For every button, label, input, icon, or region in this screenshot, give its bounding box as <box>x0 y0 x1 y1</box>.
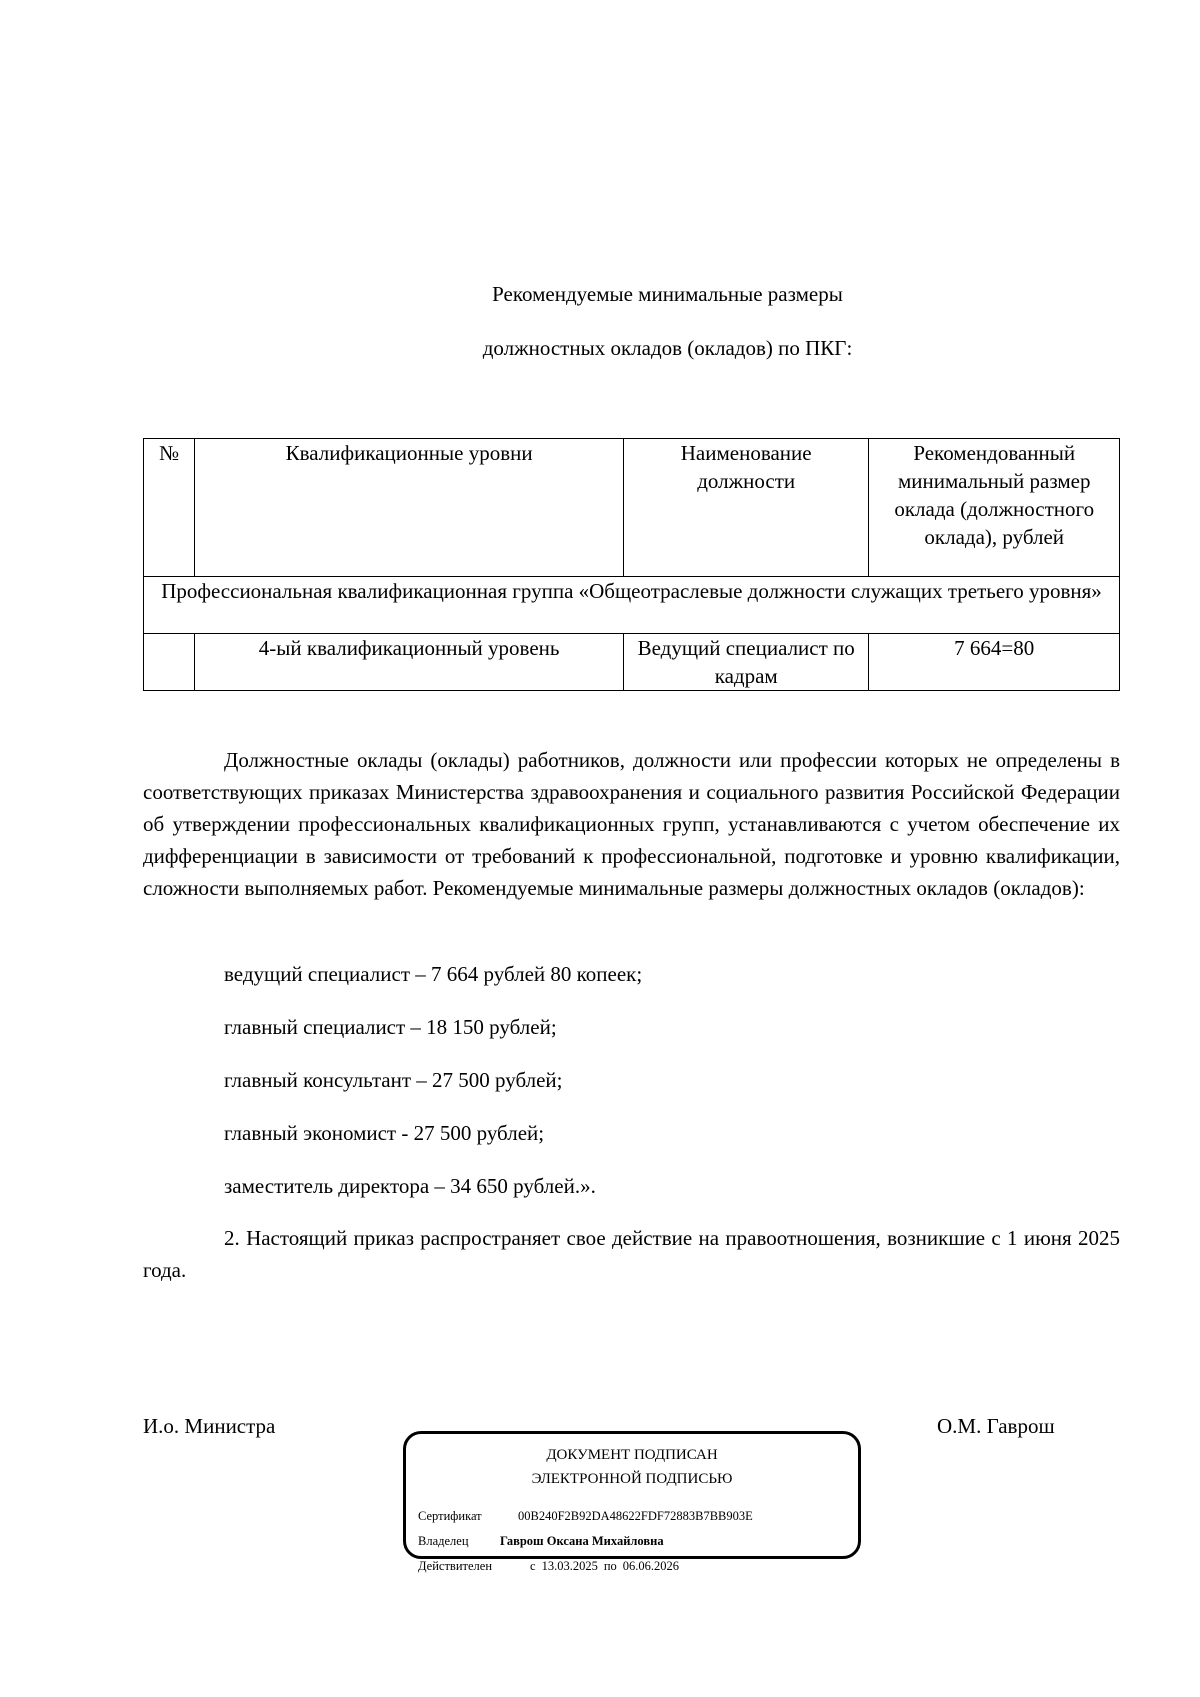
stamp-valid-to-prefix: по <box>603 1559 617 1573</box>
list-item: главный экономист - 27 500 рублей; <box>224 1121 545 1145</box>
stamp-validity-row <box>418 1558 679 1574</box>
stamp-valid-to: 06.06.2026 <box>622 1559 680 1573</box>
cell-number <box>144 634 195 691</box>
stamp-valid-from: 13.03.2025 <box>541 1559 598 1573</box>
header-qualification-level: Квалификационные уровни <box>195 439 624 577</box>
table-group-row <box>144 577 1120 634</box>
stamp-owner-row <box>418 1533 664 1549</box>
electronic-signature-stamp <box>403 1431 861 1573</box>
document-title-line-1: Рекомендуемые минимальные размеры <box>492 282 843 306</box>
paragraph-effective-date: 2. Настоящий приказ распространяет свое действие на правоотношения, возникшие с 1 июня 2025 года. <box>143 1226 1120 1282</box>
list-item: главный специалист – 18 150 рублей; <box>224 1015 557 1039</box>
cell-salary: 7 664=80 <box>869 634 1120 691</box>
header-min-salary: Рекомендованный минимальный размер оклада (должностного оклада), рублей <box>869 439 1120 577</box>
stamp-heading-2: ЭЛЕКТРОННОЙ ПОДПИСЬЮ <box>531 1471 733 1487</box>
list-item: главный консультант – 27 500 рублей; <box>224 1068 563 1092</box>
table-row <box>144 634 1120 691</box>
stamp-certificate-row <box>418 1508 753 1524</box>
header-position-name: Наименование должности <box>623 439 869 577</box>
cell-level: 4-ый квалификационный уровень <box>195 634 624 691</box>
document-title-line-2: должностных окладов (окладов) по ПКГ: <box>482 336 853 360</box>
stamp-valid-label: Действителен <box>418 1559 493 1573</box>
header-number: № <box>144 439 195 577</box>
signatory-name: О.М. Гаврош <box>937 1414 1055 1438</box>
stamp-heading-1: ДОКУМЕНТ ПОДПИСАН <box>546 1447 718 1463</box>
group-title: Профессиональная квалификационная группа «Общеотраслевые должности служащих третьего уровня» <box>144 577 1120 634</box>
paragraph-salary-rules: Должностные оклады (оклады) работников, должности или профессии которых не определены в соответствующих приказах Министерства здравоохранения и социального развития Российской Федерации об утверждении профессиональных квалификационных групп, устанавливаются с учетом обеспечение их дифференциации в зависимости от требований к профессиональной, подготовке и уровню квалификации, сложности выполняемых работ. Рекомендуемые минимальные размеры должностных окладов (окладов): <box>143 748 1120 900</box>
salary-table <box>143 438 1120 691</box>
list-item: заместитель директора – 34 650 рублей.». <box>224 1174 596 1198</box>
list-item: ведущий специалист – 7 664 рублей 80 копеек; <box>224 962 643 986</box>
stamp-certificate-value: 00B240F2B92DA48622FDF72883B7BB903E <box>518 1509 753 1523</box>
signatory-position: И.о. Министра <box>143 1414 276 1438</box>
cell-position: Ведущий специалист по кадрам <box>623 634 869 691</box>
table-header-row <box>144 439 1120 577</box>
stamp-valid-from-prefix: с <box>530 1559 536 1573</box>
stamp-owner-label: Владелец <box>418 1534 469 1548</box>
stamp-owner-value: Гаврош Оксана Михайловна <box>500 1534 664 1548</box>
stamp-certificate-label: Сертификат <box>418 1509 482 1523</box>
